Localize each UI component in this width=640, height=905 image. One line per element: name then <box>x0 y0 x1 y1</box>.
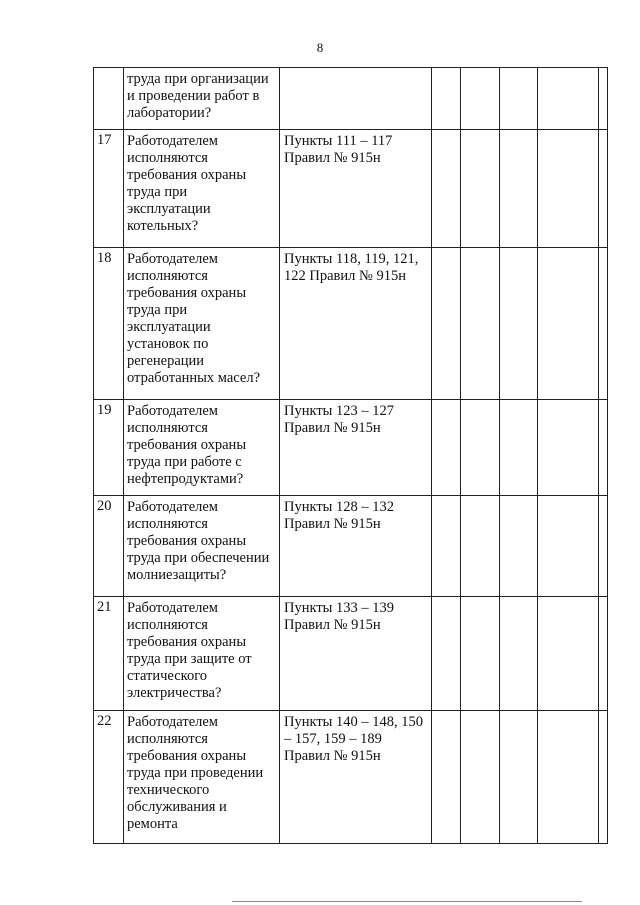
answer-cell-yes <box>432 68 461 130</box>
question-cell: Работодателем исполняются требования охраны труда при проведении технического обслуживания и ремонта <box>124 711 280 844</box>
table-row <box>94 597 608 711</box>
answer-cell-yes <box>432 597 461 711</box>
answer-cell-na <box>500 248 538 400</box>
reference-cell: Пункты 123 – 127 Правил № 915н <box>280 400 432 496</box>
reference-cell: Пункты 111 – 117 Правил № 915н <box>280 130 432 248</box>
remarks-cell <box>538 400 599 496</box>
answer-cell-yes <box>432 130 461 248</box>
row-number: 20 <box>94 496 124 597</box>
reference-cell <box>280 68 432 130</box>
answer-cell-na <box>500 496 538 597</box>
remarks-cell <box>538 711 599 844</box>
answer-cell-no <box>461 400 500 496</box>
question-cell: Работодателем исполняются требования охраны труда при защите от статического электричества? <box>124 597 280 711</box>
row-number: 22 <box>94 711 124 844</box>
reference-cell: Пункты 133 – 139 Правил № 915н <box>280 597 432 711</box>
table-row <box>94 130 608 248</box>
question-cell: труда при организации и проведении работ в лаборатории? <box>124 68 280 130</box>
table-row <box>94 711 608 844</box>
reference-cell: Пункты 118, 119, 121, 122 Правил № 915н <box>280 248 432 400</box>
checklist-table <box>93 67 608 844</box>
extra-cell <box>599 68 608 130</box>
row-number: 19 <box>94 400 124 496</box>
answer-cell-no <box>461 248 500 400</box>
extra-cell <box>599 248 608 400</box>
row-number: 18 <box>94 248 124 400</box>
page-number: 8 <box>316 40 324 55</box>
extra-cell <box>599 496 608 597</box>
answer-cell-na <box>500 68 538 130</box>
table-row <box>94 68 608 130</box>
table-row <box>94 248 608 400</box>
remarks-cell <box>538 248 599 400</box>
answer-cell-no <box>461 68 500 130</box>
question-cell: Работодателем исполняются требования охраны труда при работе с нефтепродуктами? <box>124 400 280 496</box>
scan-edge-line <box>232 901 582 902</box>
extra-cell <box>599 597 608 711</box>
row-number <box>94 68 124 130</box>
question-cell: Работодателем исполняются требования охраны труда при обеспечении молниезащиты? <box>124 496 280 597</box>
extra-cell <box>599 400 608 496</box>
question-cell: Работодателем исполняются требования охраны труда при эксплуатации котельных? <box>124 130 280 248</box>
answer-cell-no <box>461 496 500 597</box>
answer-cell-yes <box>432 711 461 844</box>
remarks-cell <box>538 496 599 597</box>
question-cell: Работодателем исполняются требования охраны труда при эксплуатации установок по регенерации отработанных масел? <box>124 248 280 400</box>
answer-cell-yes <box>432 248 461 400</box>
answer-cell-na <box>500 400 538 496</box>
answer-cell-no <box>461 130 500 248</box>
answer-cell-na <box>500 597 538 711</box>
reference-cell: Пункты 128 – 132 Правил № 915н <box>280 496 432 597</box>
answer-cell-na <box>500 130 538 248</box>
table-row <box>94 400 608 496</box>
table-row <box>94 496 608 597</box>
answer-cell-yes <box>432 400 461 496</box>
remarks-cell <box>538 68 599 130</box>
answer-cell-yes <box>432 496 461 597</box>
remarks-cell <box>538 130 599 248</box>
answer-cell-no <box>461 711 500 844</box>
reference-cell: Пункты 140 – 148, 150 – 157, 159 – 189 Правил № 915н <box>280 711 432 844</box>
answer-cell-no <box>461 597 500 711</box>
row-number: 17 <box>94 130 124 248</box>
extra-cell <box>599 711 608 844</box>
answer-cell-na <box>500 711 538 844</box>
remarks-cell <box>538 597 599 711</box>
extra-cell <box>599 130 608 248</box>
row-number: 21 <box>94 597 124 711</box>
